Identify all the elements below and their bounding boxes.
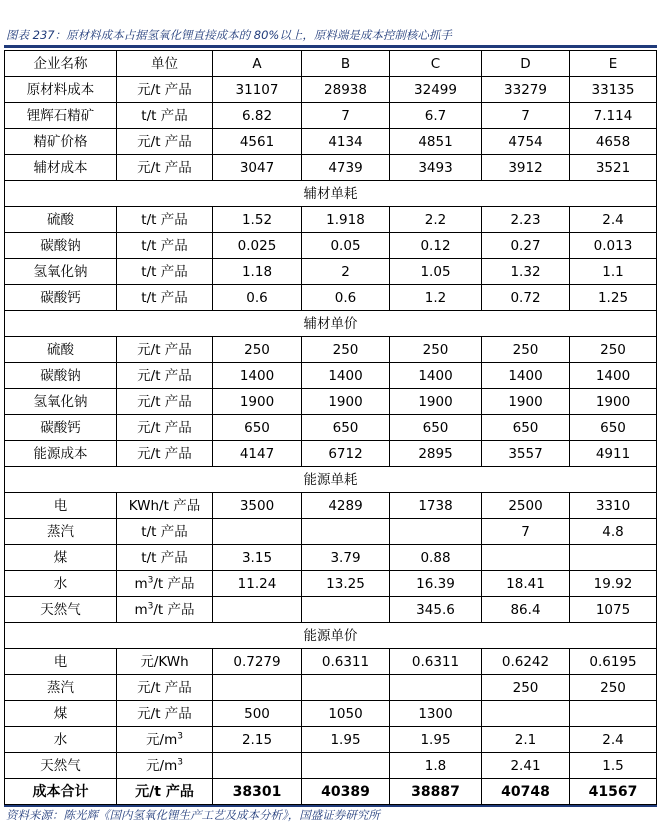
value-cell: 345.6 <box>390 597 482 623</box>
value-cell: 0.72 <box>482 285 570 311</box>
value-cell: 250 <box>302 337 390 363</box>
table-row <box>5 233 657 259</box>
value-cell: 2.23 <box>482 207 570 233</box>
value-cell: 2895 <box>390 441 482 467</box>
row-unit: KWh/t 产品 <box>117 493 213 519</box>
row-name: 水 <box>5 727 117 753</box>
row-unit: 元/t 产品 <box>117 675 213 701</box>
value-cell: 2.4 <box>570 727 657 753</box>
table-row <box>5 207 657 233</box>
value-cell: 1.918 <box>302 207 390 233</box>
value-cell: 28938 <box>302 77 390 103</box>
value-cell: 1075 <box>570 597 657 623</box>
table-row <box>5 363 657 389</box>
table-row <box>5 129 657 155</box>
value-cell: 4134 <box>302 129 390 155</box>
row-unit: t/t 产品 <box>117 103 213 129</box>
value-cell: 2.2 <box>390 207 482 233</box>
row-unit: 元/t 产品 <box>117 129 213 155</box>
value-cell: 2 <box>302 259 390 285</box>
value-cell: 4658 <box>570 129 657 155</box>
value-cell: 1.95 <box>390 727 482 753</box>
value-cell: 1.5 <box>570 753 657 779</box>
value-cell: 7 <box>482 519 570 545</box>
value-cell: 1300 <box>390 701 482 727</box>
row-unit: 元/t 产品 <box>117 77 213 103</box>
value-cell: 7.114 <box>570 103 657 129</box>
value-cell: 40389 <box>302 779 390 805</box>
value-cell: 250 <box>482 675 570 701</box>
row-name: 硫酸 <box>5 337 117 363</box>
value-cell: 40748 <box>482 779 570 805</box>
value-cell: 250 <box>570 675 657 701</box>
value-cell: 0.27 <box>482 233 570 259</box>
value-cell: 3912 <box>482 155 570 181</box>
value-cell: 650 <box>570 415 657 441</box>
value-cell: 0.12 <box>390 233 482 259</box>
table-body <box>5 77 657 805</box>
value-cell: 2500 <box>482 493 570 519</box>
value-cell: 4754 <box>482 129 570 155</box>
value-cell: 6.7 <box>390 103 482 129</box>
table-row <box>5 519 657 545</box>
table-row <box>5 571 657 597</box>
value-cell: 86.4 <box>482 597 570 623</box>
value-cell: 0.6 <box>302 285 390 311</box>
row-unit: t/t 产品 <box>117 285 213 311</box>
header-col-d: D <box>482 51 570 77</box>
value-cell: 0.013 <box>570 233 657 259</box>
table-row <box>5 155 657 181</box>
row-unit: t/t 产品 <box>117 207 213 233</box>
value-cell: 1400 <box>570 363 657 389</box>
row-name: 天然气 <box>5 753 117 779</box>
value-cell: 4739 <box>302 155 390 181</box>
value-cell: 38301 <box>213 779 302 805</box>
value-cell <box>570 701 657 727</box>
value-cell: 1.52 <box>213 207 302 233</box>
row-name: 煤 <box>5 701 117 727</box>
value-cell: 4147 <box>213 441 302 467</box>
table-row <box>5 597 657 623</box>
value-cell: 1.8 <box>390 753 482 779</box>
value-cell: 3.79 <box>302 545 390 571</box>
value-cell: 2.15 <box>213 727 302 753</box>
row-unit: 元/t 产品 <box>117 701 213 727</box>
row-name: 蒸汽 <box>5 519 117 545</box>
source-note: 资料来源：陈光辉《国内氢氧化锂生产工艺及成本分析》，国盛证券研究所 <box>6 808 380 822</box>
table-row <box>5 649 657 675</box>
header-company: 企业名称 <box>5 51 117 77</box>
value-cell: 7 <box>302 103 390 129</box>
table-row <box>5 753 657 779</box>
value-cell: 0.6 <box>213 285 302 311</box>
table-row <box>5 545 657 571</box>
value-cell <box>302 597 390 623</box>
row-unit: 元/t 产品 <box>117 415 213 441</box>
value-cell: 4911 <box>570 441 657 467</box>
value-cell <box>302 675 390 701</box>
row-unit: $m^3/t$ 产品 <box>117 597 213 623</box>
row-unit: 元/t 产品 <box>117 363 213 389</box>
value-cell: 1400 <box>482 363 570 389</box>
value-cell: 41567 <box>570 779 657 805</box>
value-cell: 33279 <box>482 77 570 103</box>
value-cell: 3310 <box>570 493 657 519</box>
value-cell: 0.88 <box>390 545 482 571</box>
value-cell: 1900 <box>570 389 657 415</box>
value-cell: 4851 <box>390 129 482 155</box>
value-cell: 1400 <box>213 363 302 389</box>
value-cell <box>302 753 390 779</box>
row-name: 碳酸钙 <box>5 285 117 311</box>
table-row <box>5 493 657 519</box>
row-name: 天然气 <box>5 597 117 623</box>
value-cell: 0.6195 <box>570 649 657 675</box>
value-cell: 1.32 <box>482 259 570 285</box>
value-cell: 31107 <box>213 77 302 103</box>
value-cell: 650 <box>302 415 390 441</box>
value-cell: 3493 <box>390 155 482 181</box>
value-cell <box>213 753 302 779</box>
row-unit: 元$/m^3$ <box>117 727 213 753</box>
row-name: 氢氧化钠 <box>5 259 117 285</box>
table-row <box>5 727 657 753</box>
row-name: 锂辉石精矿 <box>5 103 117 129</box>
value-cell: 1400 <box>390 363 482 389</box>
total-row <box>5 779 657 805</box>
value-cell <box>482 545 570 571</box>
value-cell: 3521 <box>570 155 657 181</box>
row-name: 成本合计 <box>5 779 117 805</box>
value-cell: 650 <box>482 415 570 441</box>
value-cell <box>213 597 302 623</box>
header-col-b: B <box>302 51 390 77</box>
row-name: 碳酸钙 <box>5 415 117 441</box>
value-cell: 1900 <box>390 389 482 415</box>
row-unit: 元/t 产品 <box>117 337 213 363</box>
value-cell: 0.7279 <box>213 649 302 675</box>
value-cell: 0.025 <box>213 233 302 259</box>
value-cell <box>213 675 302 701</box>
table-row <box>5 285 657 311</box>
row-name: 辅材成本 <box>5 155 117 181</box>
value-cell: 0.6311 <box>390 649 482 675</box>
section-row <box>5 467 657 493</box>
row-unit: t/t 产品 <box>117 259 213 285</box>
value-cell: 1.2 <box>390 285 482 311</box>
value-cell: 3047 <box>213 155 302 181</box>
value-cell: 32499 <box>390 77 482 103</box>
value-cell: 650 <box>390 415 482 441</box>
table-row <box>5 441 657 467</box>
row-name: 原材料成本 <box>5 77 117 103</box>
value-cell: 250 <box>570 337 657 363</box>
value-cell: 2.41 <box>482 753 570 779</box>
value-cell: 1.95 <box>302 727 390 753</box>
section-label: 能源单耗 <box>5 467 657 493</box>
row-name: 精矿价格 <box>5 129 117 155</box>
caption-rule <box>4 45 657 48</box>
row-name: 碳酸钠 <box>5 233 117 259</box>
value-cell: 16.39 <box>390 571 482 597</box>
value-cell <box>482 701 570 727</box>
table-row <box>5 675 657 701</box>
value-cell: 3.15 <box>213 545 302 571</box>
header-col-c: C <box>390 51 482 77</box>
row-name: 水 <box>5 571 117 597</box>
table-row <box>5 701 657 727</box>
value-cell: 1.25 <box>570 285 657 311</box>
value-cell: 1.05 <box>390 259 482 285</box>
value-cell: 3557 <box>482 441 570 467</box>
row-unit: 元$/m^3$ <box>117 753 213 779</box>
row-unit: t/t 产品 <box>117 233 213 259</box>
row-name: 电 <box>5 493 117 519</box>
header-unit: 单位 <box>117 51 213 77</box>
section-row <box>5 181 657 207</box>
value-cell: 11.24 <box>213 571 302 597</box>
value-cell: 1.18 <box>213 259 302 285</box>
value-cell <box>213 519 302 545</box>
value-cell: 1900 <box>302 389 390 415</box>
value-cell: 13.25 <box>302 571 390 597</box>
value-cell: 4.8 <box>570 519 657 545</box>
value-cell: 4561 <box>213 129 302 155</box>
value-cell: 2.1 <box>482 727 570 753</box>
value-cell: 3500 <box>213 493 302 519</box>
value-cell: 1738 <box>390 493 482 519</box>
row-unit: 元/t 产品 <box>117 441 213 467</box>
value-cell: 1.1 <box>570 259 657 285</box>
row-name: 蒸汽 <box>5 675 117 701</box>
figure-caption: 图表 237：原材料成本占据氢氧化锂直接成本的 80%以上，原料端是成本控制核心抓手 <box>6 28 452 42</box>
row-name: 氢氧化钠 <box>5 389 117 415</box>
value-cell: 250 <box>482 337 570 363</box>
table-row <box>5 77 657 103</box>
section-label: 辅材单耗 <box>5 181 657 207</box>
cost-table <box>4 50 657 805</box>
row-unit: 元/t 产品 <box>117 779 213 805</box>
value-cell: 0.6311 <box>302 649 390 675</box>
row-name: 煤 <box>5 545 117 571</box>
value-cell: 33135 <box>570 77 657 103</box>
row-unit: 元/t 产品 <box>117 389 213 415</box>
table-row <box>5 389 657 415</box>
value-cell: 1900 <box>213 389 302 415</box>
value-cell: 1400 <box>302 363 390 389</box>
table-row <box>5 259 657 285</box>
row-name: 碳酸钠 <box>5 363 117 389</box>
value-cell: 500 <box>213 701 302 727</box>
row-unit: t/t 产品 <box>117 519 213 545</box>
value-cell: 2.4 <box>570 207 657 233</box>
value-cell: 6.82 <box>213 103 302 129</box>
row-unit: $m^3/t$ 产品 <box>117 571 213 597</box>
value-cell: 6712 <box>302 441 390 467</box>
value-cell <box>570 545 657 571</box>
value-cell: 0.05 <box>302 233 390 259</box>
value-cell: 250 <box>390 337 482 363</box>
row-unit: t/t 产品 <box>117 545 213 571</box>
table-row <box>5 103 657 129</box>
value-cell: 7 <box>482 103 570 129</box>
header-col-a: A <box>213 51 302 77</box>
row-unit: 元/KWh <box>117 649 213 675</box>
value-cell: 4289 <box>302 493 390 519</box>
table-row <box>5 415 657 441</box>
value-cell: 19.92 <box>570 571 657 597</box>
value-cell <box>390 519 482 545</box>
section-label: 辅材单价 <box>5 311 657 337</box>
value-cell: 0.6242 <box>482 649 570 675</box>
row-name: 电 <box>5 649 117 675</box>
section-row <box>5 311 657 337</box>
header-col-e: E <box>570 51 657 77</box>
value-cell: 1050 <box>302 701 390 727</box>
value-cell <box>390 675 482 701</box>
value-cell: 18.41 <box>482 571 570 597</box>
value-cell: 38887 <box>390 779 482 805</box>
value-cell: 650 <box>213 415 302 441</box>
table-row <box>5 337 657 363</box>
row-name: 能源成本 <box>5 441 117 467</box>
value-cell: 250 <box>213 337 302 363</box>
section-label: 能源单价 <box>5 623 657 649</box>
value-cell <box>302 519 390 545</box>
row-name: 硫酸 <box>5 207 117 233</box>
row-unit: 元/t 产品 <box>117 155 213 181</box>
header-row <box>5 51 657 77</box>
section-row <box>5 623 657 649</box>
value-cell: 1900 <box>482 389 570 415</box>
